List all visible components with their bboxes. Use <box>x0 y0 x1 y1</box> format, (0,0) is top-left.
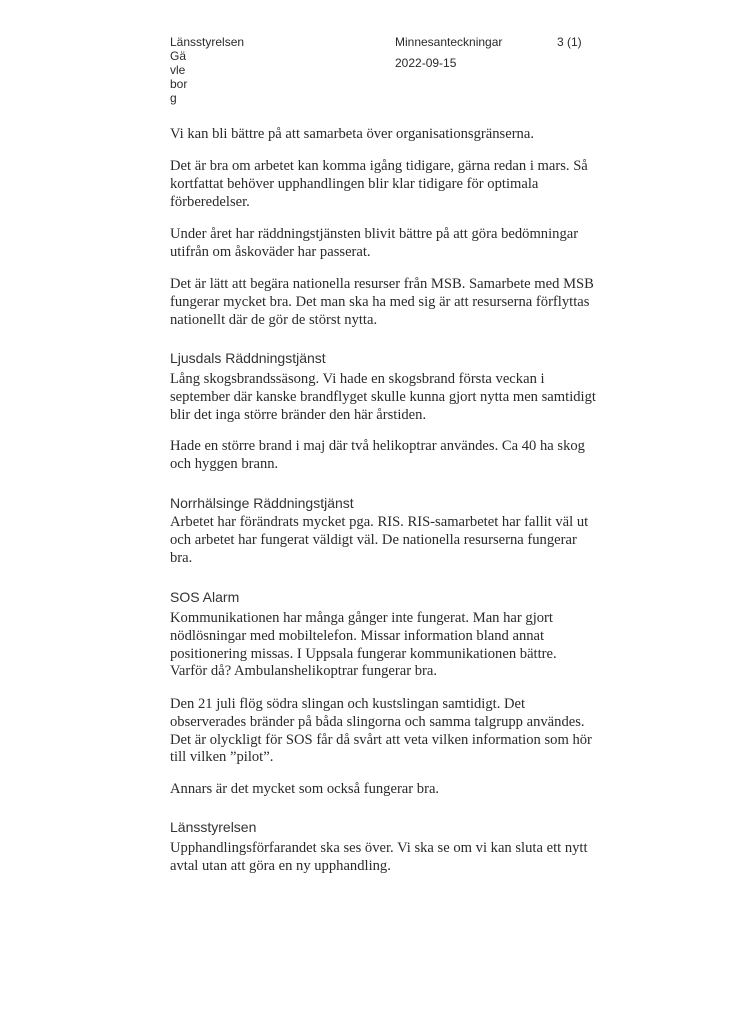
text-line: Det är lätt att begära nationella resurser från MSB. Samarbete med MSB <box>170 276 594 292</box>
org-line: bor <box>170 77 188 91</box>
document-date: 2022-09-15 <box>395 56 457 70</box>
text-line: Upphandlingsförfarandet ska ses över. Vi ska se om vi kan sluta ett nytt <box>170 840 588 856</box>
text-line: Hade en större brand i maj där två helikoptrar användes. Ca 40 ha skog <box>170 438 585 454</box>
paragraph <box>170 840 610 876</box>
text-line: Annars är det mycket som också fungerar bra. <box>170 781 440 797</box>
text-line: nationellt där de gör de störst nytta. <box>170 311 378 328</box>
section-heading: Ljusdals Räddningstjänst <box>170 350 326 366</box>
text-line: utifrån om åskoväder har passerat. <box>170 243 371 260</box>
section-heading: SOS Alarm <box>170 589 240 605</box>
paragraph <box>170 371 610 424</box>
paragraph <box>170 438 610 474</box>
organization-name <box>170 35 244 105</box>
text-line: Den 21 juli flög södra slingan och kustslingan samtidigt. Det <box>170 696 526 712</box>
paragraph <box>170 610 610 681</box>
text-line: nödlösningar med mobiltelefon. Missar information bland annat <box>170 627 545 644</box>
document-type: Minnesanteckningar <box>395 35 503 49</box>
intro-paragraph <box>170 276 610 329</box>
page-number: 3 (1) <box>557 35 582 49</box>
org-line: Gä <box>170 49 187 63</box>
text-line: Kommunikationen har många gånger inte fungerat. Man har gjort <box>170 610 553 626</box>
text-line: Det är olyckligt för SOS får då svårt att veta vilken information som hör <box>170 731 592 748</box>
text-line: och arbetet har fungerat väldigt väl. De nationella resurserna fungerar <box>170 531 577 548</box>
text-line: bra. <box>170 549 193 566</box>
text-line: Det är bra om arbetet kan komma igång tidigare, gärna redan i mars. Så <box>170 158 588 174</box>
intro-paragraph <box>170 226 610 262</box>
text-line: och hyggen brann. <box>170 455 279 472</box>
org-line: g <box>170 91 177 105</box>
text-line: Vi kan bli bättre på att samarbeta över organisationsgränserna. <box>170 126 534 142</box>
text-line: avtal utan att göra en ny upphandling. <box>170 857 391 874</box>
org-line: vle <box>170 63 186 77</box>
text-line: blir det inga större bränder den här årstiden. <box>170 406 427 423</box>
text-line: observerades bränder på båda slingorna och samma talgrupp användes. <box>170 713 585 730</box>
text-line: Lång skogsbrandssäsong. Vi hade en skogsbrand första veckan i <box>170 371 545 387</box>
text-line: förberedelser. <box>170 193 250 210</box>
text-line: kortfattat behöver upphandlingen blir klar tidigare för optimala <box>170 175 539 192</box>
org-line: Länsstyrelsen <box>170 35 245 49</box>
text-line: positionering missas. I Uppsala fungerar kommunikationen bättre. <box>170 645 557 662</box>
intro-paragraph <box>170 158 610 211</box>
text-line: till vilken ”pilot”. <box>170 749 274 766</box>
text-line: fungerar mycket bra. Det man ska ha med sig är att resurserna förflyttas <box>170 293 590 310</box>
text-line: Arbetet har förändrats mycket pga. RIS. RIS-samarbetet har fallit väl ut <box>170 514 589 530</box>
text-line: Varför då? Ambulanshelikoptrar fungerar bra. <box>170 663 438 680</box>
paragraph <box>170 781 610 799</box>
paragraph <box>170 696 610 767</box>
text-line: Under året har räddningstjänsten blivit bättre på att göra bedömningar <box>170 226 579 242</box>
paragraph <box>170 514 610 567</box>
intro-paragraph <box>170 126 610 144</box>
section-heading: Länsstyrelsen <box>170 819 257 835</box>
section-heading: Norrhälsinge Räddningstjänst <box>170 495 354 511</box>
text-line: september där kanske brandflyget skulle kunna gjort nytta men samtidigt <box>170 388 596 405</box>
